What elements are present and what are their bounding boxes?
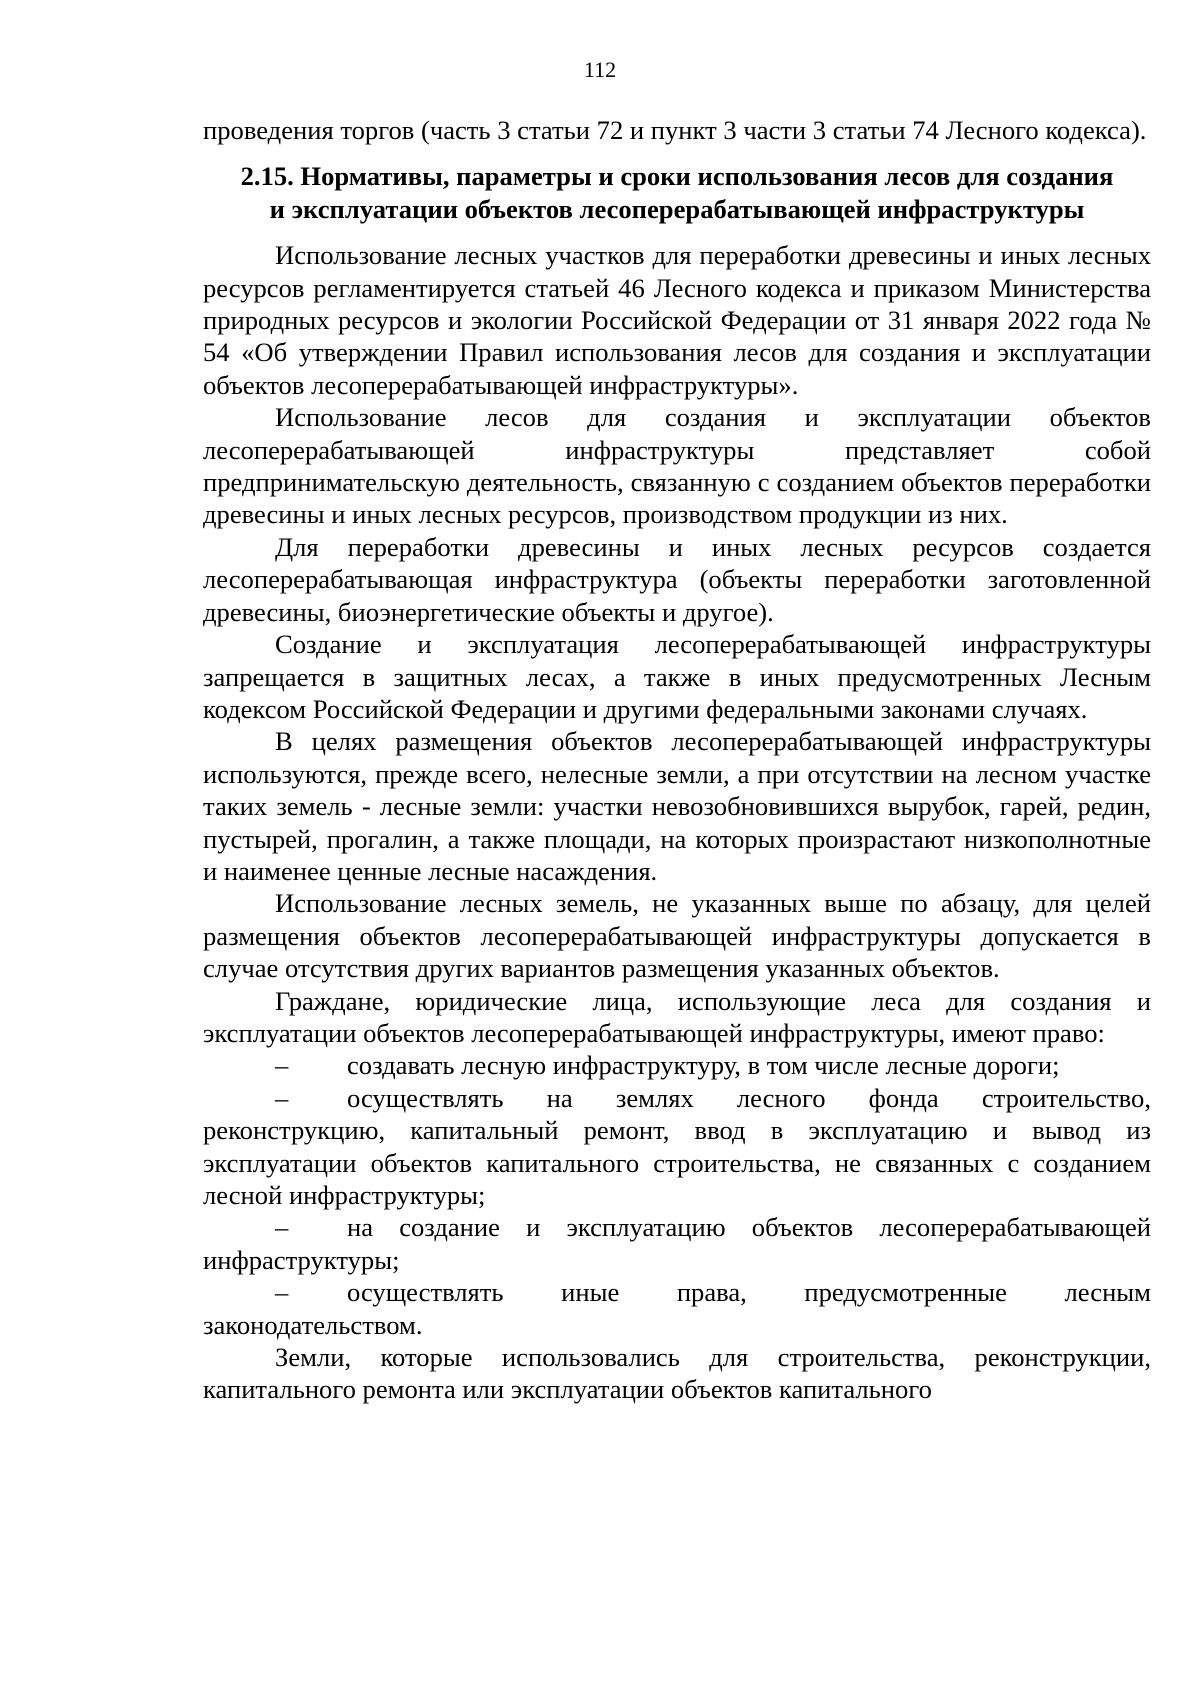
list-item-text: осуществлять на землях лесного фонда строительство, реконструкцию, капитальный ремонт, ввод в эксплуатацию и вывод из эксплуатации объектов капитального строительства, не связанных с созданием лесной инфраструктуры; — [203, 1082, 1151, 1210]
list-item — [203, 1276, 1151, 1341]
dash-marker: – — [275, 1082, 289, 1113]
dash-marker: – — [275, 1050, 289, 1081]
paragraph-infrastructure: Для переработки древесины и иных лесных ресурсов создается лесоперерабатывающая инфраструктура (объекты переработки заготовленной древесины, биоэнергетические объекты и другое). — [203, 531, 1151, 627]
section-heading-line-2: и эксплуатации объектов лесоперерабатывающей инфраструктуры — [269, 193, 1085, 224]
dash-marker: – — [275, 1212, 289, 1243]
final-paragraph: Земли, которые использовались для строительства, реконструкции, капитального ремонта или эксплуатации объектов капитального — [203, 1342, 1151, 1405]
dash-marker: – — [275, 1277, 289, 1308]
paragraph-regulation: Использование лесных участков для переработки древесины и иных лесных ресурсов регламентируется статьей 46 Лесного кодекса и приказом Министерства природных ресурсов и экологии Российской Федерации от 31 января 2022 года № 54 «Об утверждении Правил использования лесов для создания и эксплуатации объектов лесоперерабатывающей инфраструктуры». — [203, 240, 1151, 400]
list-item — [203, 1082, 1151, 1212]
paragraph-land-use: В целях размещения объектов лесоперерабатывающей инфраструктуры используются, прежде всего, нелесные земли, а при отсутствии на лесном участке таких земель - лесные земли: участки невозобновившихся вырубок, гарей, редин, пустырей, прогалин, а также площади, на которых произрастают низкополнотные и наименее ценные лесные насаждения. — [203, 726, 1151, 886]
page-number: 112 — [583, 57, 617, 82]
list-item — [203, 1049, 1151, 1081]
paragraph-definition: Использование лесов для создания и эксплуатации объектов лесоперерабатывающей инфраструктуры представляет собой предпринимательскую деятельность, связанную с созданием объектов переработки древесины и иных лесных ресурсов, производством продукции из них. — [203, 402, 1151, 530]
section-heading — [203, 160, 1151, 225]
paragraph-rights-intro: Граждане, юридические лица, использующие леса для создания и эксплуатации объектов лесоперерабатывающей инфраструктуры, имеют право: — [203, 985, 1151, 1048]
section-heading-line-1: 2.15. Нормативы, параметры и сроки использования лесов для создания — [240, 161, 1114, 192]
paragraph-forest-lands: Использование лесных земель, не указанных выше по абзацу, для целей размещения объектов лесоперерабатывающей инфраструктуры допускается в случае отсутствия других вариантов размещения указанных объектов. — [203, 888, 1151, 984]
document-body — [203, 114, 1151, 1406]
paragraph-prohibition: Создание и эксплуатация лесоперерабатывающей инфраструктуры запрещается в защитных лесах, а также в иных предусмотренных Лесным кодексом Российской Федерации и другими федеральными законами случаях. — [203, 629, 1151, 724]
list-item-text: на создание и эксплуатацию объектов лесоперерабатывающей инфраструктуры; — [203, 1212, 1151, 1275]
list-item-text: создавать лесную инфраструктуру, в том числе лесные дороги; — [347, 1050, 1060, 1081]
list-item-text: осуществлять иные права, предусмотренные лесным законодательством. — [203, 1277, 1151, 1340]
intro-paragraph: проведения торгов (часть 3 статьи 72 и пункт 3 части 3 статьи 74 Лесного кодекса). — [203, 115, 1147, 145]
list-item — [203, 1211, 1151, 1276]
